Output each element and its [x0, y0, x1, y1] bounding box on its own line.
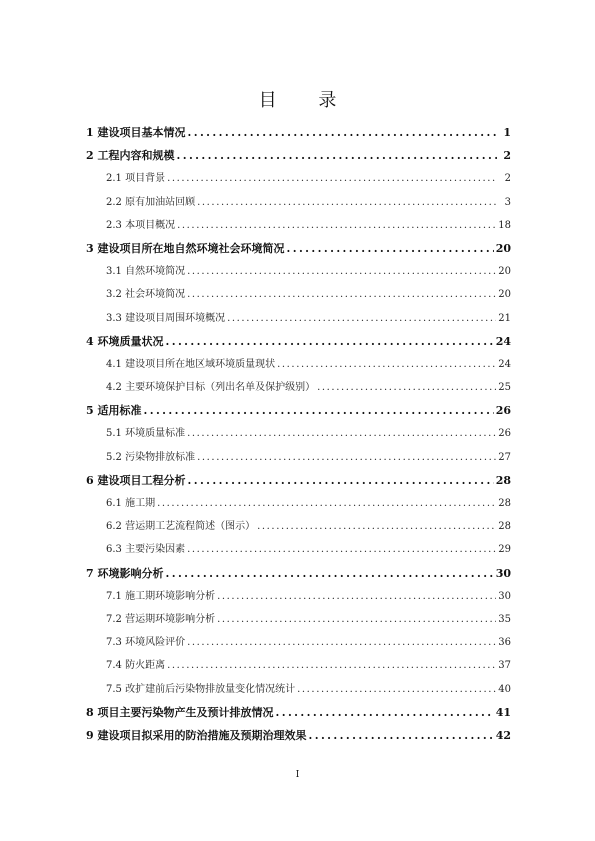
toc-leader-dots — [257, 515, 496, 538]
toc-page-number: 37 — [498, 660, 511, 672]
toc-page-number: 28 — [495, 473, 511, 487]
toc-entry[interactable] — [86, 330, 511, 353]
toc-entry-label: 3.3 建设项目周围环境概况 — [106, 312, 226, 324]
toc-entry-label: 5.2 污染物排放标准 — [106, 451, 196, 463]
toc-page-number: 35 — [498, 613, 511, 625]
toc-page-number: 20 — [498, 266, 511, 278]
toc-page-number: 21 — [498, 312, 511, 324]
toc-leader-dots — [308, 724, 493, 747]
toc-page-number: 3 — [504, 196, 511, 208]
toc-entry-label: 2 工程内容和规模 — [86, 149, 175, 163]
toc-leader-dots — [277, 353, 496, 376]
toc-page-number: 20 — [495, 241, 511, 255]
toc-leader-dots — [217, 608, 496, 631]
toc-subentry[interactable] — [86, 678, 511, 701]
toc-page-number: 36 — [498, 637, 511, 649]
toc-entry-label: 8 项目主要污染物产生及预计排放情况 — [86, 705, 274, 719]
toc-leader-dots — [167, 167, 497, 190]
toc-leader-dots — [165, 330, 493, 353]
toc-subentry[interactable] — [86, 191, 511, 214]
toc-page-number: 28 — [498, 521, 511, 533]
toc-leader-dots — [187, 631, 496, 654]
toc-leader-dots — [187, 260, 496, 283]
toc-leader-dots — [176, 144, 497, 167]
toc-page-number: 24 — [495, 334, 511, 348]
toc-leader-dots — [187, 283, 496, 306]
toc-entry-label: 6.1 施工期 — [106, 498, 156, 509]
toc-entry-label: 2.3 本项目概况 — [106, 219, 176, 231]
toc-page-number: 26 — [498, 428, 511, 440]
toc-entry-label: 2.2 原有加油站回顾 — [106, 196, 196, 208]
toc-leader-dots — [217, 585, 496, 608]
toc-entry[interactable] — [86, 237, 511, 260]
toc-page-number: 2 — [503, 149, 511, 163]
toc-entry-label: 5.1 环境质量标准 — [106, 428, 186, 440]
toc-entry-label: 6 建设项目工程分析 — [86, 473, 186, 487]
toc-entry-label: 1 建设项目基本情况 — [86, 126, 186, 139]
toc-page-number: 28 — [498, 498, 511, 509]
toc-leader-dots — [227, 307, 496, 330]
toc-entry[interactable] — [86, 144, 511, 167]
page-number: I — [295, 770, 300, 780]
toc-page-number: 30 — [498, 590, 511, 602]
toc-entry-label: 4.2 主要环境保护目标（列出名单及保护级别） — [106, 382, 316, 394]
toc-entry-label: 7.5 改扩建前后污染物排放量变化情况统计 — [106, 683, 296, 695]
toc-leader-dots — [197, 446, 496, 469]
toc-entry[interactable] — [86, 701, 511, 724]
toc-leader-dots — [317, 376, 496, 399]
toc-page-number: 18 — [498, 219, 511, 231]
toc-leader-dots — [297, 678, 496, 701]
toc-page-number: 20 — [498, 289, 511, 301]
toc-subentry[interactable] — [86, 608, 511, 631]
toc-leader-dots — [286, 237, 493, 260]
toc-page-number: 25 — [498, 382, 511, 394]
toc-leader-dots — [143, 399, 493, 422]
toc-subentry[interactable] — [86, 260, 511, 283]
toc-page-number: 2 — [504, 173, 511, 185]
toc-leader-dots — [165, 562, 493, 585]
toc-entry-label: 2.1 项目背景 — [106, 173, 166, 185]
toc-page-number: 41 — [495, 705, 511, 719]
toc-leader-dots — [177, 214, 496, 237]
toc-leader-dots — [167, 654, 496, 677]
toc-entry-label: 7.2 营运期环境影响分析 — [106, 613, 216, 625]
toc-leader-dots — [187, 422, 496, 445]
table-of-contents — [86, 121, 511, 747]
page-title: 目 录 — [258, 90, 355, 111]
toc-subentry[interactable] — [86, 376, 511, 399]
toc-page-number: 1 — [503, 126, 511, 139]
toc-subentry[interactable] — [86, 353, 511, 376]
toc-entry-label: 5 适用标准 — [86, 404, 142, 418]
toc-page-number: 29 — [498, 544, 511, 556]
toc-entry[interactable] — [86, 469, 511, 492]
toc-entry-label: 4.1 建设项目所在地区域环境质量现状 — [106, 358, 276, 370]
toc-subentry[interactable] — [86, 515, 511, 538]
toc-leader-dots — [187, 121, 497, 144]
toc-page-number: 26 — [495, 404, 511, 418]
toc-entry-label: 3.2 社会环境简况 — [106, 289, 186, 301]
toc-entry-label: 7.4 防火距离 — [106, 660, 166, 672]
toc-page-number: 42 — [495, 728, 511, 742]
toc-subentry[interactable] — [86, 422, 511, 445]
toc-subentry[interactable] — [86, 585, 511, 608]
toc-subentry[interactable] — [86, 214, 511, 237]
toc-entry-label: 7 环境影响分析 — [86, 566, 164, 580]
toc-entry-label: 7.3 环境风险评价 — [106, 637, 186, 649]
toc-subentry[interactable] — [86, 492, 511, 515]
toc-entry[interactable] — [86, 724, 511, 747]
toc-subentry[interactable] — [86, 167, 511, 190]
toc-entry-label: 6.2 营运期工艺流程简述（图示） — [106, 521, 256, 533]
toc-subentry[interactable] — [86, 538, 511, 561]
toc-entry[interactable] — [86, 121, 511, 144]
toc-entry[interactable] — [86, 399, 511, 422]
toc-leader-dots — [275, 701, 493, 724]
toc-subentry[interactable] — [86, 307, 511, 330]
toc-entry-label: 7.1 施工期环境影响分析 — [106, 590, 216, 602]
toc-leader-dots — [197, 191, 497, 214]
toc-leader-dots — [187, 538, 496, 561]
toc-subentry[interactable] — [86, 654, 511, 677]
toc-page-number: 24 — [498, 358, 511, 370]
toc-entry-label: 9 建设项目拟采用的防治措施及预期治理效果 — [86, 728, 307, 742]
toc-entry-label: 6.3 主要污染因素 — [106, 544, 186, 556]
toc-page-number: 40 — [498, 683, 511, 695]
toc-leader-dots — [157, 492, 496, 515]
toc-leader-dots — [187, 469, 493, 492]
toc-subentry[interactable] — [86, 631, 511, 654]
toc-entry-label: 3 建设项目所在地自然环境社会环境简况 — [86, 241, 285, 255]
toc-subentry[interactable] — [86, 283, 511, 306]
toc-page-number: 30 — [495, 566, 511, 580]
toc-subentry[interactable] — [86, 446, 511, 469]
toc-page-number: 27 — [498, 451, 511, 463]
toc-entry[interactable] — [86, 562, 511, 585]
toc-entry-label: 3.1 自然环境简况 — [106, 266, 186, 278]
toc-entry-label: 4 环境质量状况 — [86, 334, 164, 348]
